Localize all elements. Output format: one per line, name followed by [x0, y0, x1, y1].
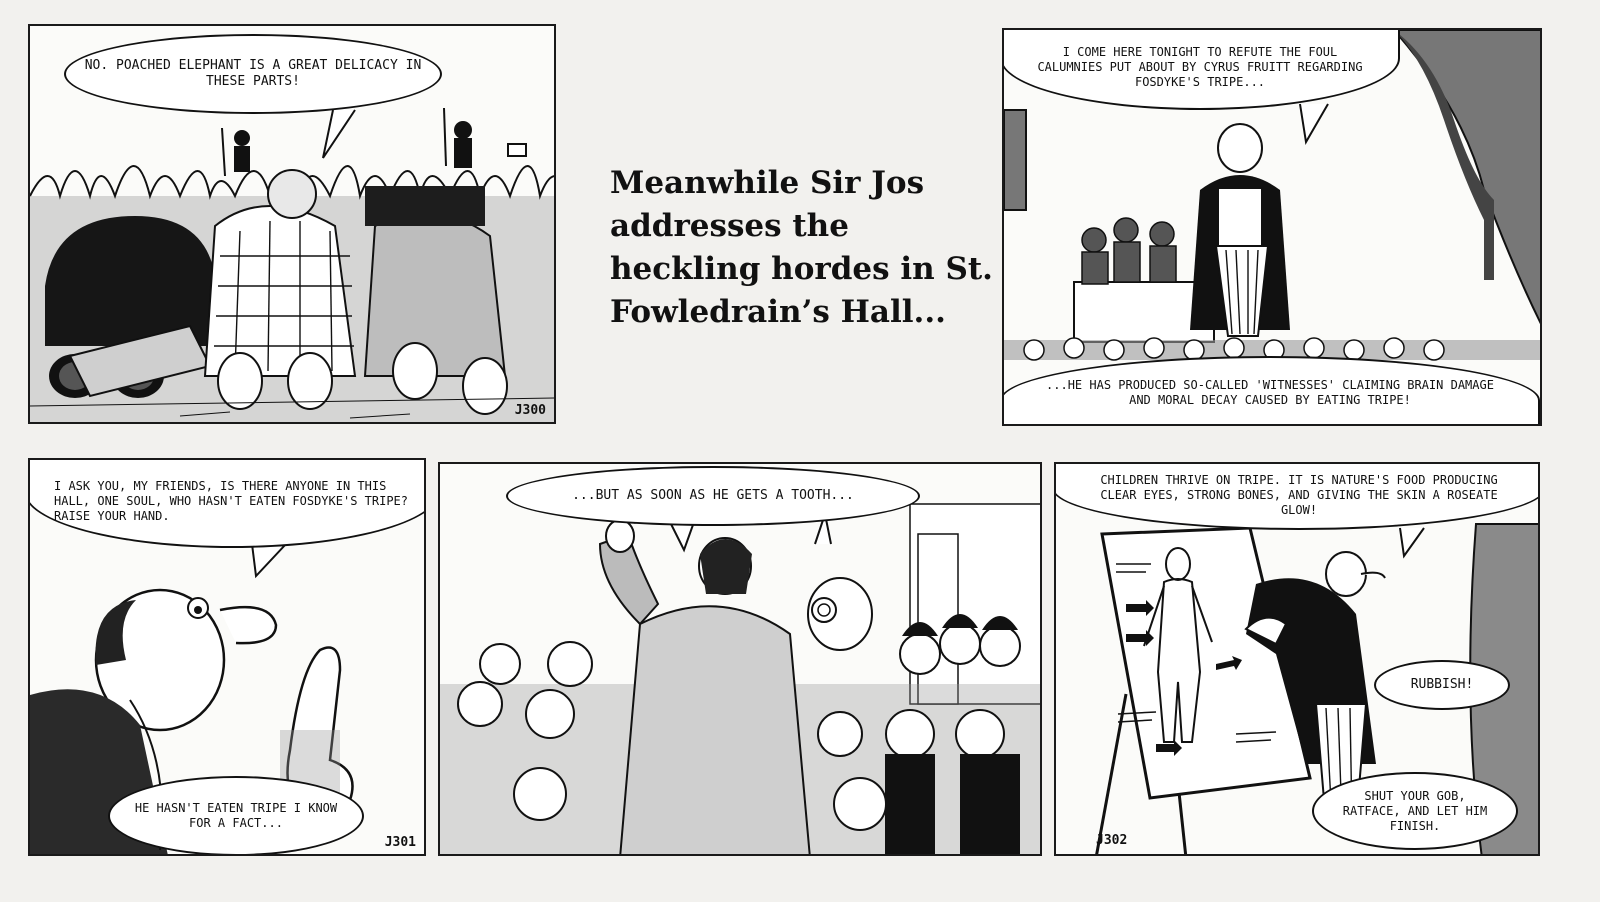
bubble-tail [1294, 102, 1354, 152]
strip-code: J300 [514, 403, 546, 418]
strip-code: J301 [384, 835, 416, 850]
speech-bubble-poached: NO. POACHED ELEPHANT IS A GREAT DELICACY IN THESE PARTS! [64, 34, 442, 114]
panel-poached-elephant [28, 24, 556, 424]
speech-bubble-witnesses: ...HE HAS PRODUCED SO-CALLED 'WITNESSES' CLAIMING BRAIN DAMAGE AND MORAL DECAY CAUSED BY EATING TRIPE! [1002, 356, 1540, 426]
panel-crowd [438, 462, 1042, 856]
bubble-tail [248, 542, 308, 582]
speech-bubble-refute: I COME HERE TONIGHT TO REFUTE THE FOUL CALUMNIES PUT ABOUT BY CYRUS FRUITT REGARDING FOSDYKE'S TRIPE... [1002, 28, 1400, 110]
bubble-tail [315, 108, 375, 168]
bubble-tail [666, 520, 706, 560]
panel-stage-speech [1002, 28, 1542, 426]
speech-bubble-ask: I ASK YOU, MY FRIENDS, IS THERE ANYONE IN THIS HALL, ONE SOUL, WHO HASN'T EATEN FOSDYKE'S TRIPE? RAISE YOUR HAND. [28, 458, 426, 548]
panel-raise-hand [28, 458, 426, 856]
speech-bubble-hasnt-eaten: HE HASN'T EATEN TRIPE I KNOW FOR A FACT... [108, 776, 364, 856]
caption-text: Meanwhile Sir Jos addresses the heckling hordes in St. Fowledrain’s Hall... [610, 165, 993, 330]
bubble-tail [1396, 526, 1436, 566]
panel-tripe-chart [1054, 462, 1540, 856]
speech-bubble-rubbish: RUBBISH! [1374, 660, 1510, 710]
speech-bubble-children: CHILDREN THRIVE ON TRIPE. IT IS NATURE'S FOOD PRODUCING CLEAR EYES, STRONG BONES, AND GIVING THE SKIN A ROSEATE GLOW! [1054, 462, 1540, 530]
strip-code: J302 [1096, 833, 1128, 848]
speech-bubble-shut-your-gob: SHUT YOUR GOB, RATFACE, AND LET HIM FINISH. [1312, 772, 1518, 850]
speech-bubble-tooth: ...BUT AS SOON AS HE GETS A TOOTH... [506, 466, 920, 526]
